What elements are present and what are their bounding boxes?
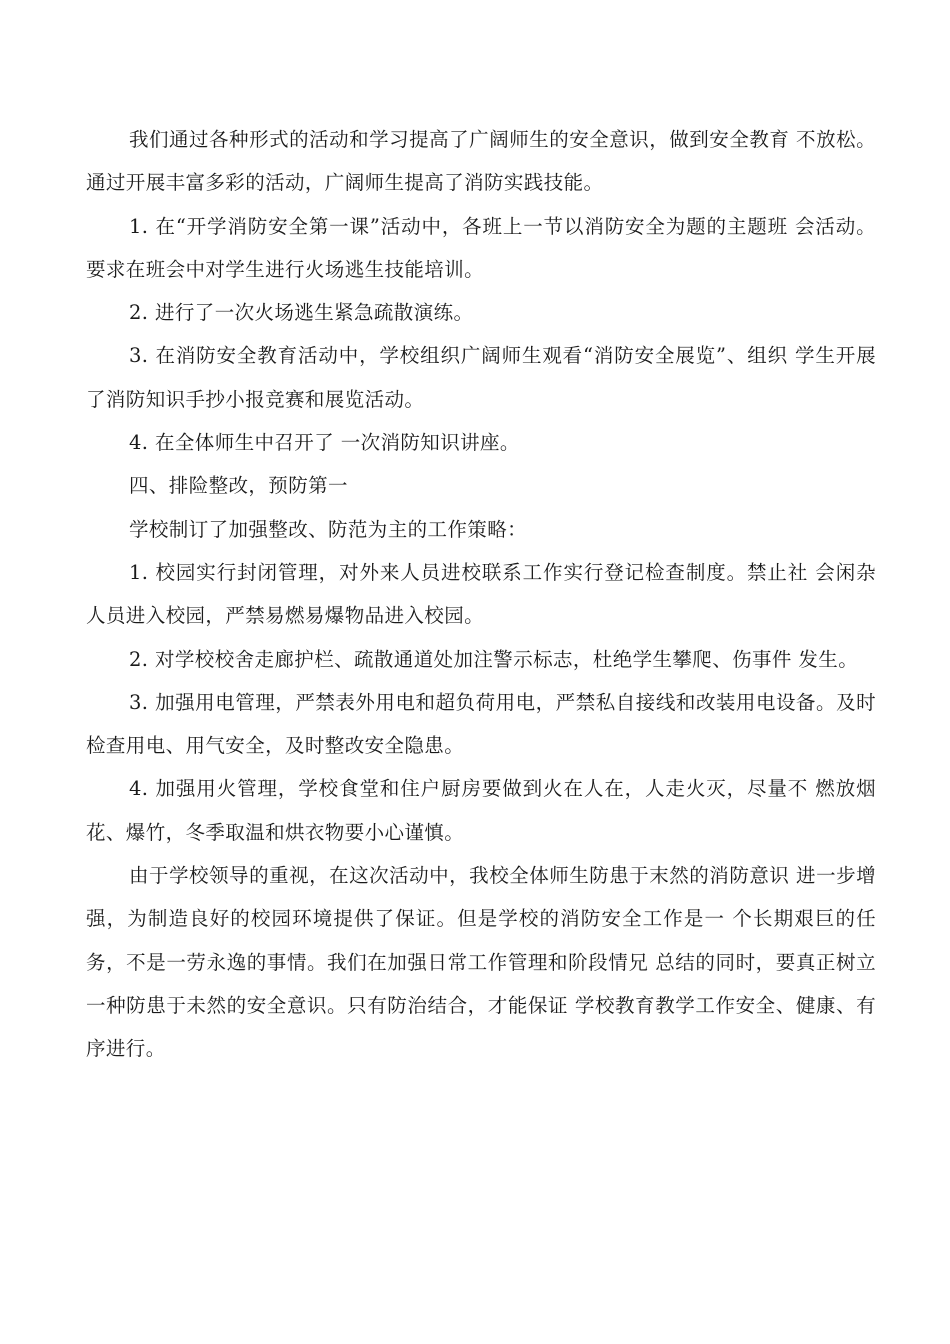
document-page [86,118,876,1071]
paragraph-item-1-first-lesson: 1. 在“开学消防安全第一课”活动中，各班上一节以消防安全为题的主题班 会活动。要求在班会中对学生进行火场逃生技能培训。 [86,214,876,281]
section-heading-rectification: 四、排险整改，预防第一 [129,474,348,498]
paragraph-safety-awareness: 我们通过各种形式的活动和学习提高了广阔师生的安全意识，做到安全教育 不放松。通过开展丰富多彩的活动，广阔师生提高了消防实践技能。 [86,128,876,195]
paragraph-item-2-evacuation-drill: 2. 进行了一次火场逃生紧急疏散演练。 [129,301,474,325]
paragraph-strategy-intro: 学校制订了加强整改、防范为主的工作策略： [129,517,528,541]
paragraph-strategy-3-electricity: 3. 加强用电管理，严禁表外用电和超负荷用电，严禁私自接线和改装用电设备。及时检查用电、用气安全，及时整改安全隐患。 [86,690,876,758]
paragraph-strategy-1-closed-management: 1. 校园实行封闭管理，对外来人员进校联系工作实行登记检查制度。禁止社 会闲杂人员进入校园，严禁易燃易爆物品进入校园。 [86,560,876,628]
paragraph-item-4-lecture: 4. 在全体师生中召开了 一次消防知识讲座。 [129,431,520,455]
paragraph-strategy-2-warning-signs: 2. 对学校校舍走廊护栏、疏散通道处加注警示标志，杜绝学生攀爬、伤事件 发生。 [129,647,859,671]
paragraph-strategy-4-fire-use: 4. 加强用火管理，学校食堂和住户厨房要做到火在人在，人走火灭，尽量不 燃放烟花、爆竹，冬季取温和烘衣物要小心谨慎。 [86,777,876,844]
paragraph-conclusion: 由于学校领导的重视，在这次活动中，我校全体师生防患于末然的消防意识 进一步增强，为制造良好的校园环境提供了保证。但是学校的消防安全工作是一 个长期艰巨的任务，不是一劳永逸的事情。我们在加强日常工作管理和阶段情兄 总结的同时，要真正树立一种防患于未然的安全意识。只有防治结合，才能保证 学校教育教学工作安全、健康、有序进行。 [86,864,876,1061]
paragraph-item-3-exhibition: 3. 在消防安全教育活动中，学校组织广阔师生观看“消防安全展览”、组织 学生开展了消防知识手抄小报竞赛和展览活动。 [86,344,876,411]
